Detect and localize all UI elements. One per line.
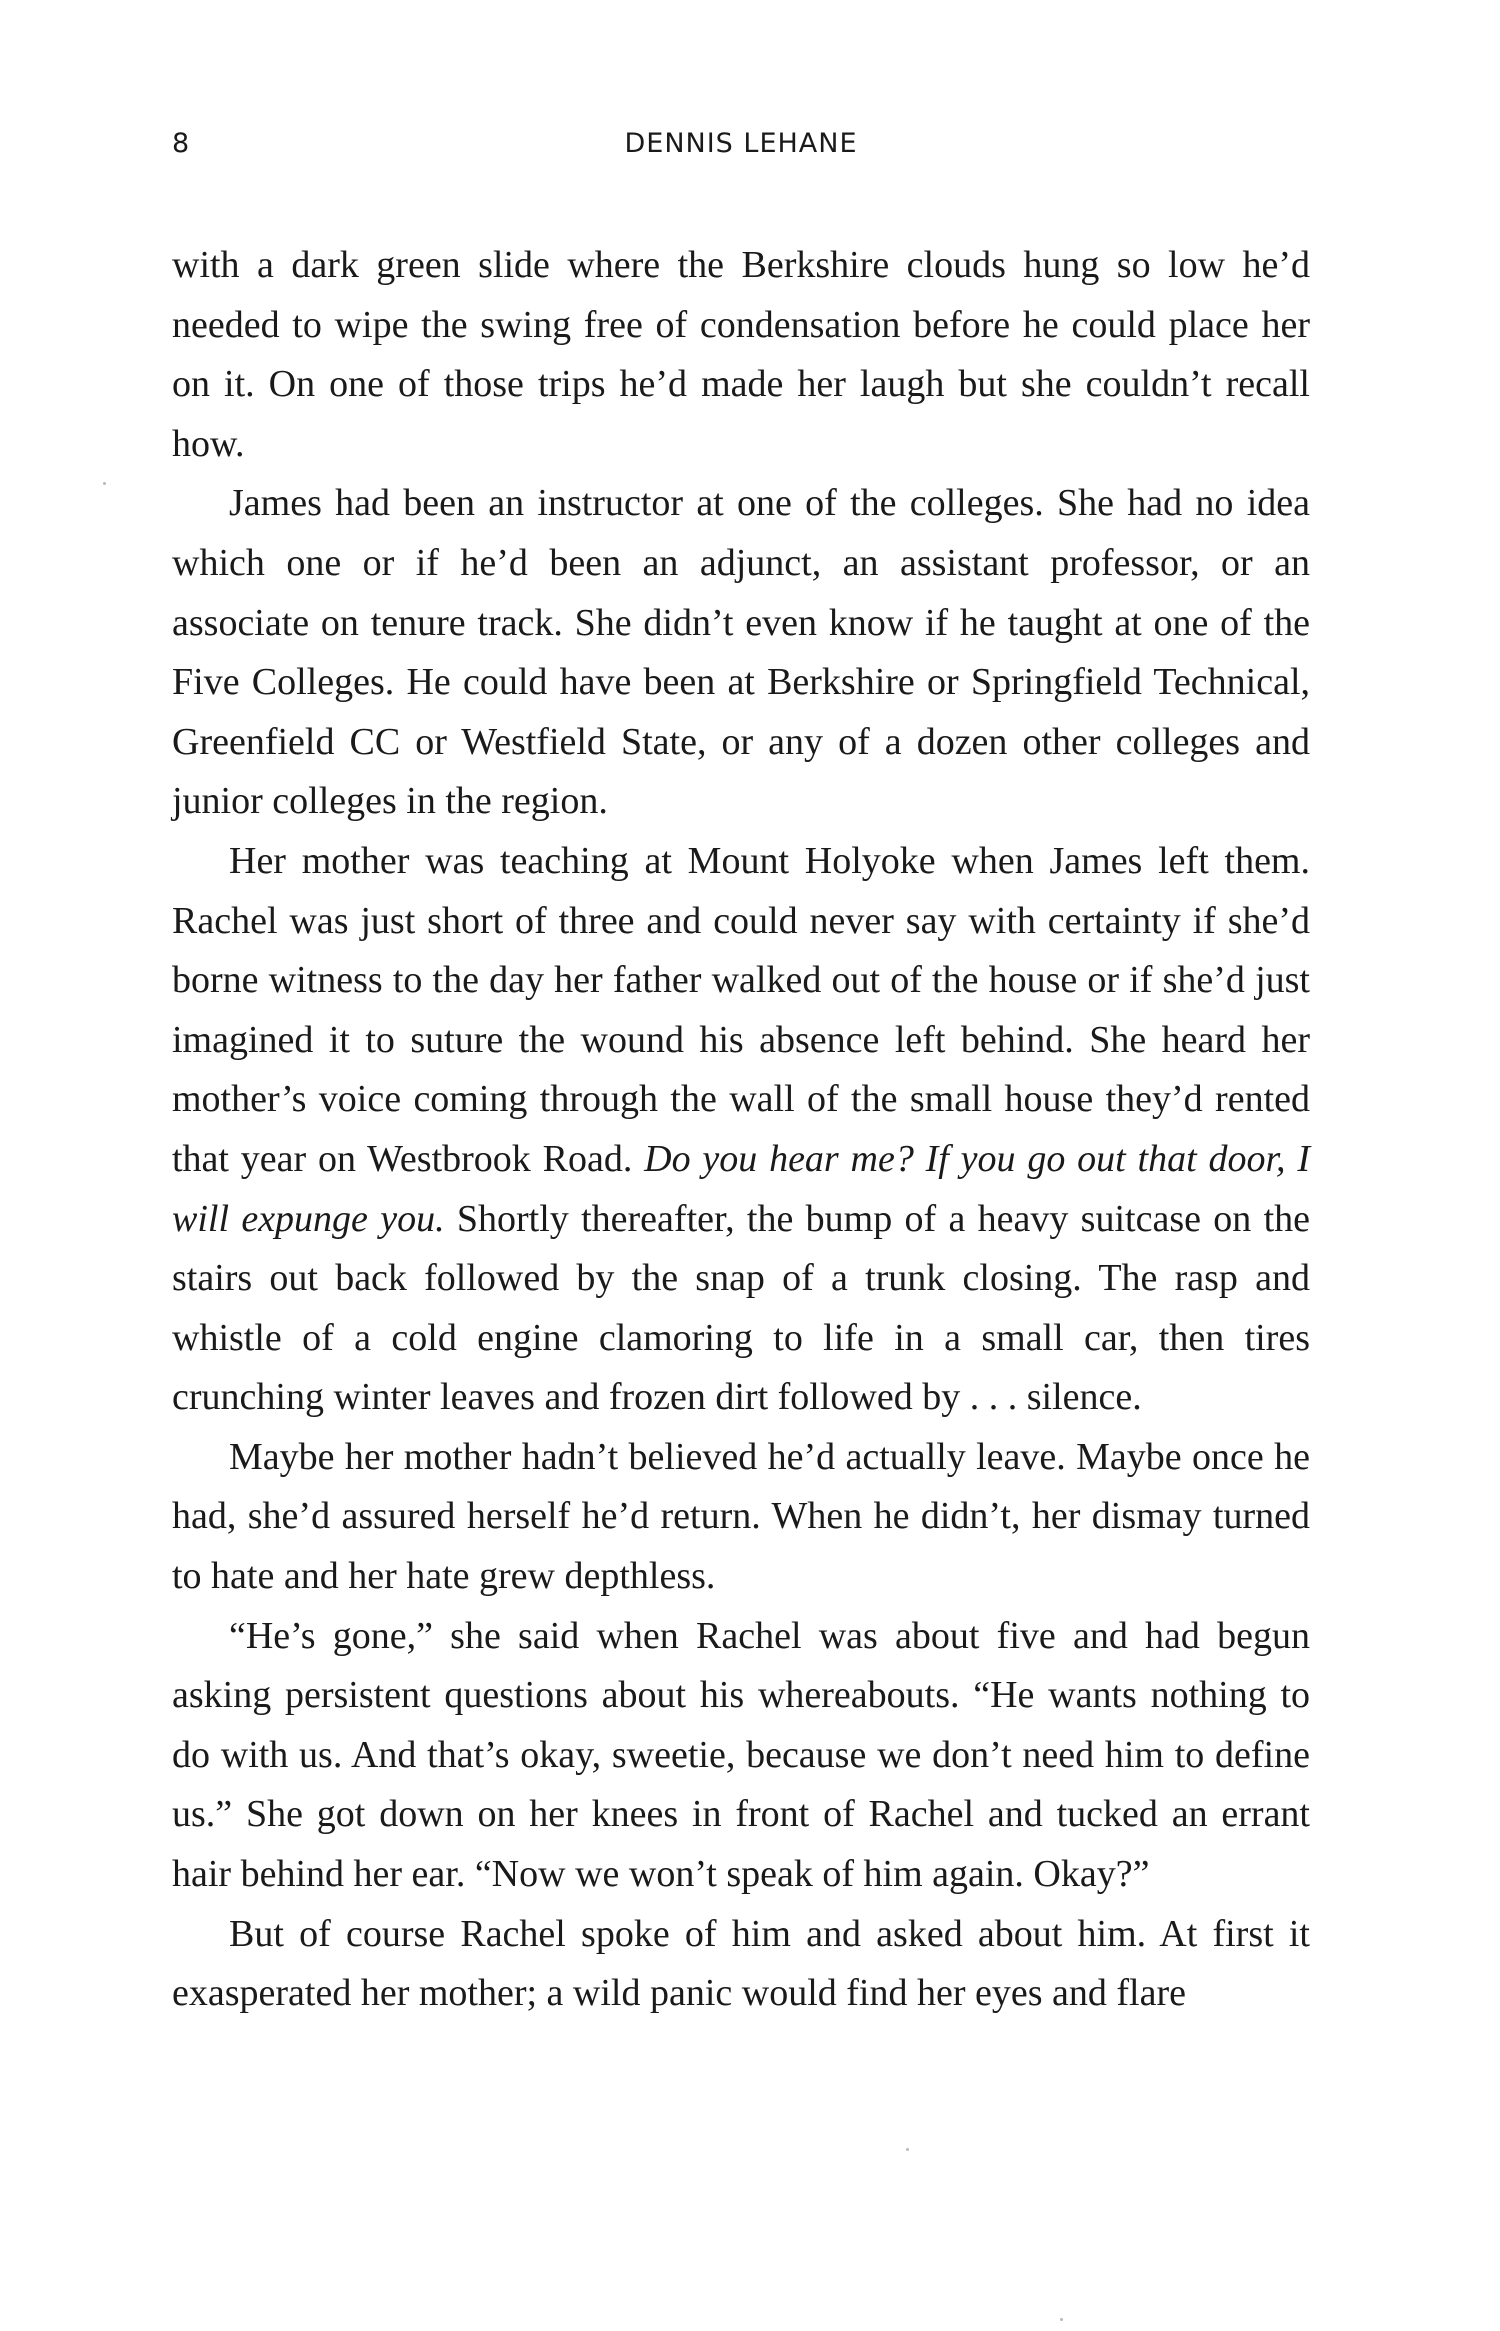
page-number: 8: [172, 128, 191, 159]
paragraph-text: with a dark green slide where the Berkshire clouds hung so low he’d needed to wipe the swing free of condensation before he could place her on it. On one of those trips he’d made her laugh but she couldn’t recall how.: [172, 244, 1310, 465]
paragraph-text: Maybe her mother hadn’t believed he’d actually leave. Maybe once he had, she’d assured herself he’d return. When he didn’t, her dismay turned to hate and her hate grew depthless.: [172, 1435, 1310, 1598]
paragraph: [172, 1428, 1310, 1607]
paragraph-text: “He’s gone,” she said when Rachel was about five and had begun asking persistent questions about his whereabouts. “He wants nothing to do with us. And that’s okay, sweetie, because we don’t need him to define us.” She got down on her knees in front of Rachel and tucked an errant hair behind her ear. “Now we won’t speak of him again. Okay?”: [172, 1614, 1310, 1896]
paragraph-text: James had been an instructor at one of the colleges. She had no idea which one or if he’d been an adjunct, an assistant professor, or an associate on tenure track. She didn’t even know if he taught at one of the Five Colleges. He could have been at Berkshire or Springfield Technical, Greenfield CC or Westfield State, or any of a dozen other colleges and junior colleges in the region.: [172, 482, 1310, 823]
paragraph: [172, 474, 1310, 832]
paragraph: [172, 832, 1310, 1428]
scan-speck: [1060, 2318, 1063, 2321]
scan-speck: [906, 2148, 909, 2151]
paragraph-text: But of course Rachel spoke of him and asked about him. At first it exasperated her mother; a wild panic would find her eyes and flare: [172, 1912, 1310, 2015]
paragraph-text: Shortly thereafter, the bump of a heavy suitcase on the stairs out back followed by the snap of a trunk closing. The rasp and whistle of a cold engine clamoring to life in a small car, then tires crunching winter leaves and frozen dirt followed by . . . silence.: [172, 1197, 1311, 1419]
paragraph: [172, 236, 1310, 474]
body-text: [172, 236, 1310, 2024]
paragraph: [172, 1607, 1310, 1905]
paragraph: [172, 1905, 1310, 2024]
running-head: [172, 128, 1310, 172]
running-head-author: DENNIS LEHANE: [624, 128, 858, 159]
italic-dialogue: Do you hear me? If you go out that door, I will expunge you.: [172, 1137, 1310, 1240]
paragraph-text: Her mother was teaching at Mount Holyoke when James left them. Rachel was just short of three and could never say with certainty if she’d borne witness to the day her father walked out of the house or if she’d just imagined it to suture the wound his absence left behind. She heard her mother’s voice coming through the wall of the small house they’d rented that year on Westbrook Road.: [172, 839, 1310, 1180]
scan-speck: [103, 482, 106, 485]
